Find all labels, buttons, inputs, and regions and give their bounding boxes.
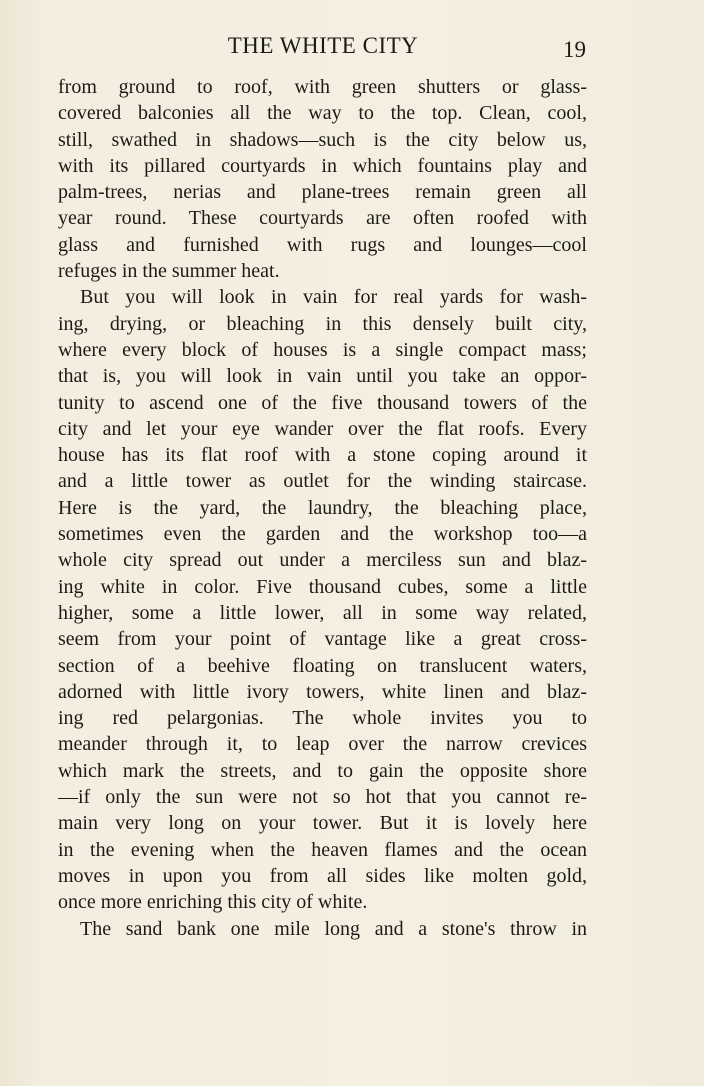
text-line: Here is the yard, the laundry, the bleaching place, [58,496,587,519]
text-line: city and let your eye wander over the flat roofs. Every [58,417,587,440]
text-line: tunity to ascend one of the five thousand towers of the [58,391,587,414]
text-line: house has its flat roof with a stone coping around it [58,444,587,467]
text-line: where every block of houses is a single compact mass; [58,338,587,361]
text-line: and a little tower as outlet for the winding staircase. [58,470,587,493]
text-line: palm-trees, nerias and plane-trees remain green all [58,181,587,204]
text-line: But you will look in vain for real yards for wash- [80,286,587,309]
text-line: in the evening when the heaven flames and the ocean [58,838,587,861]
text-line: ing, drying, or bleaching in this densely built city, [58,312,587,335]
body-text [58,74,587,942]
text-line: seem from your point of vantage like a great cross- [58,628,587,651]
page-number: 19 [563,37,586,62]
text-line: sometimes even the garden and the workshop too—a [58,523,587,546]
text-line: that is, you will look in vain until you take an oppor- [58,365,587,388]
running-title: THE WHITE CITY [227,33,419,58]
text-line: from ground to roof, with green shutters or glass- [58,76,587,98]
text-line: whole city spread out under a merciless sun and blaz- [58,549,587,572]
text-line: The sand bank one mile long and a stone's throw in [80,917,587,940]
text-line: covered balconies all the way to the top. Clean, cool, [58,102,587,125]
text-line: with its pillared courtyards in which fountains play and [58,154,587,177]
text-line: adorned with little ivory towers, white linen and blaz- [58,680,587,703]
text-line: moves in upon you from all sides like molten gold, [58,864,587,887]
text-line: glass and furnished with rugs and lounges—cool [58,233,587,256]
text-line: higher, some a little lower, all in some way related, [58,601,587,624]
text-line: ing white in color. Five thousand cubes, some a little [58,575,587,598]
text-line: year round. These courtyards are often roofed with [58,207,587,230]
text-line: section of a beehive floating on translucent waters, [58,654,587,677]
text-line: meander through it, to leap over the narrow crevices [58,733,587,756]
text-line: which mark the streets, and to gain the opposite shore [58,759,587,782]
page-header [58,33,588,67]
text-line: main very long on your tower. But it is lovely here [58,812,587,835]
text-line: still, swathed in shadows—such is the city below us, [58,128,587,151]
text-line: ing red pelargonias. The whole invites you to [58,707,587,730]
text-line: once more enriching this city of white. [58,891,368,914]
text-line: —if only the sun were not so hot that you cannot re- [58,786,587,809]
text-line: refuges in the summer heat. [58,260,280,283]
